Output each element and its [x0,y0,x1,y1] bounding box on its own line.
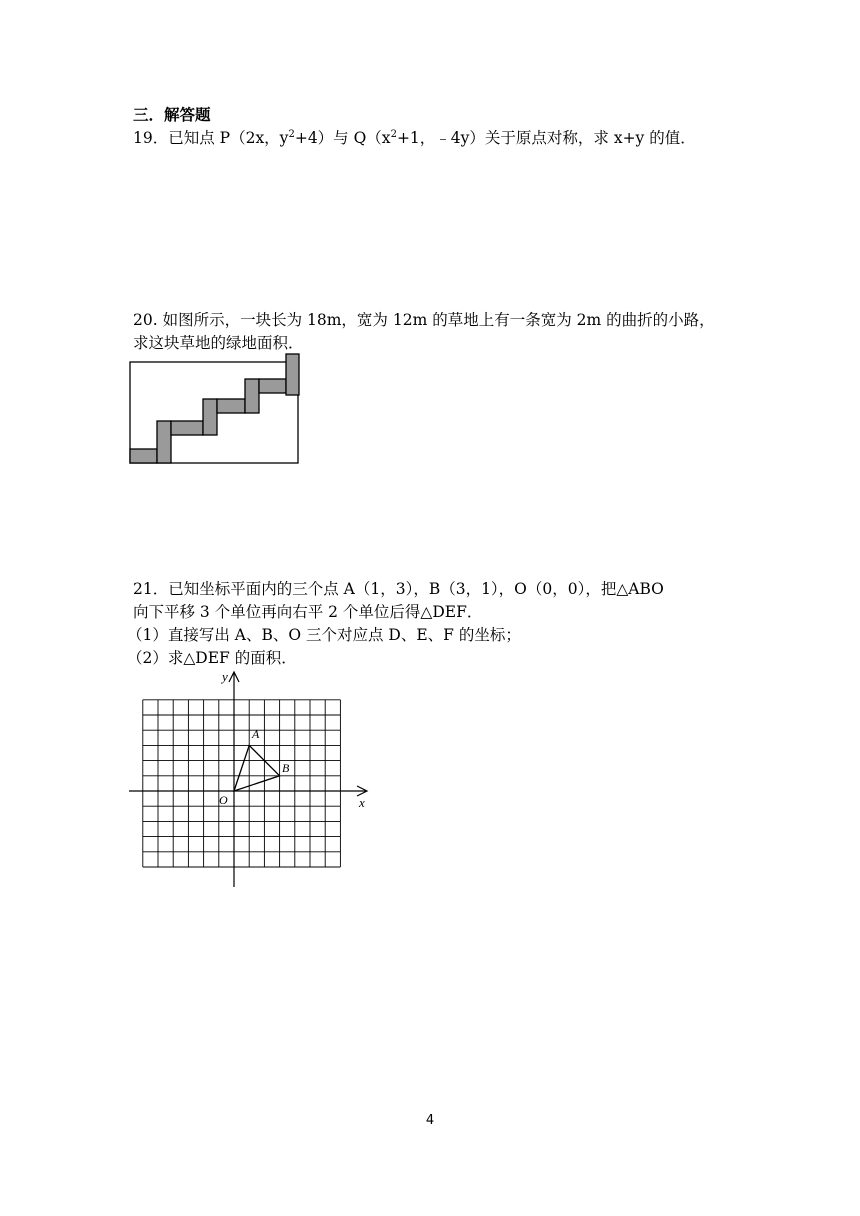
path-segment-5 [217,399,245,413]
point-a-label: A [252,727,260,741]
question-21-line-1: 21．已知坐标平面内的三个点 A（1，3），B（3，1），O（0，0），把△ABO [133,580,664,598]
q19-text-a: 19．已知点 P（2x，y [133,129,289,147]
question-21-part-1: （1）直接写出 A、B、O 三个对应点 D、E、F 的坐标； [127,626,521,644]
staircase-path-figure [129,353,304,465]
question-20-line-2: 求这块草地的绿地面积． [133,334,304,352]
path-segment-8 [286,354,299,395]
question-21-line-2: 向下平移 3 个单位再向右平 2 个单位后得△DEF． [133,603,483,621]
q19-text-b: +4）与 Q（x [294,129,391,147]
path-segment-6 [245,379,259,413]
path-segment-1 [130,449,157,463]
path-segment-2 [157,421,171,463]
page-number: 4 [425,1113,435,1128]
question-19 [133,127,696,149]
path-segment-7 [259,379,286,393]
triangle-abo [234,745,280,791]
question-20-line-1: 20. 如图所示，一块长为 18m，宽为 12m 的草地上有一条宽为 2m 的曲折的小路， [133,311,715,329]
question-21-part-2: （2）求△DEF 的面积． [127,649,297,667]
x-axis-label: x [359,795,365,810]
point-b-label: B [282,761,290,775]
axes [129,669,367,887]
triangle-outline [234,745,280,791]
y-axis-label: y [222,669,228,684]
coordinate-grid-figure [120,665,380,895]
q19-exponent-1: 2 [288,129,295,140]
q19-text-c: +1，﹣4y）关于原点对称，求 x+y 的值． [396,129,696,147]
path-segment-3 [171,421,203,435]
point-o-label: O [219,793,228,807]
path-segment-4 [203,399,217,435]
section-title: 三．解答题 [133,105,211,124]
q19-exponent-2: 2 [390,129,397,140]
grid-lines [143,700,341,867]
